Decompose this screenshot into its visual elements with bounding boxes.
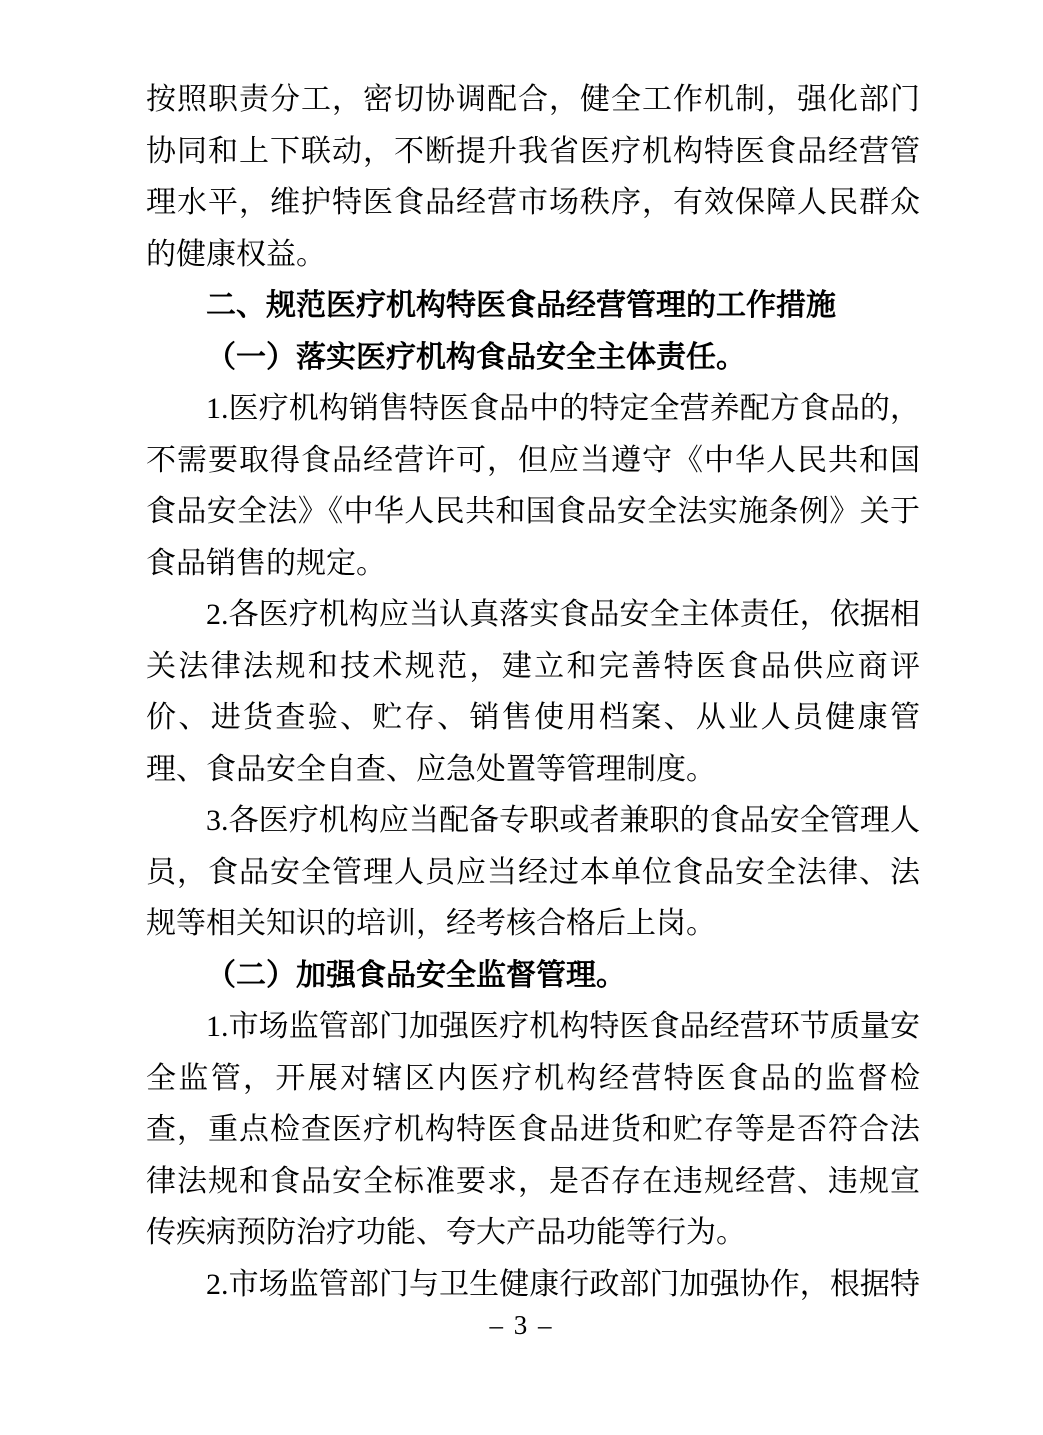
page-number: – 3 – [489, 1310, 554, 1340]
subsection-heading-1: （一）落实医疗机构食品安全主体责任。 [206, 340, 746, 374]
paragraph-item-2: 2.各医疗机构应当认真落实食品安全主体责任，依据相关法律法规和技术规范，建立和完善特医食品供应商评价、进货查验、贮存、销售使用档案、从业人员健康管理、食品安全自查、应急处置等管理制度。 [146, 598, 920, 786]
paragraph-item-1: 1.医疗机构销售特医食品中的特定全营养配方食品的，不需要取得食品经营许可，但应当遵守《中华人民共和国食品安全法》《中华人民共和国食品安全法实施条例》关于食品销售的规定。 [146, 392, 920, 580]
section-heading: 二、规范医疗机构特医食品经营管理的工作措施 [206, 289, 836, 322]
paragraph-item-4: 1.市场监管部门加强医疗机构特医食品经营环节质量安全监管，开展对辖区内医疗机构经营特医食品的监督检查，重点检查医疗机构特医食品进货和贮存等是否符合法律法规和食品安全标准要求，是否存在违规经营、违规宣传疾病预防治疗功能、夸大产品功能等行为。 [146, 1010, 920, 1249]
paragraph-item-3: 3.各医疗机构应当配备专职或者兼职的食品安全管理人员，食品安全管理人员应当经过本单位食品安全法律、法规等相关知识的培训，经考核合格后上岗。 [146, 804, 920, 940]
paragraph-item-5-partial: 2.市场监管部门与卫生健康行政部门加强协作，根据特 [206, 1267, 920, 1301]
body-text [146, 74, 920, 1310]
subsection-heading-2: （二）加强食品安全监督管理。 [206, 958, 626, 992]
paragraph-continuation: 按照职责分工，密切协调配合，健全工作机制，强化部门协同和上下联动，不断提升我省医疗机构特医食品经营管理水平，维护特医食品经营市场秩序，有效保障人民群众的健康权益。 [146, 83, 920, 271]
